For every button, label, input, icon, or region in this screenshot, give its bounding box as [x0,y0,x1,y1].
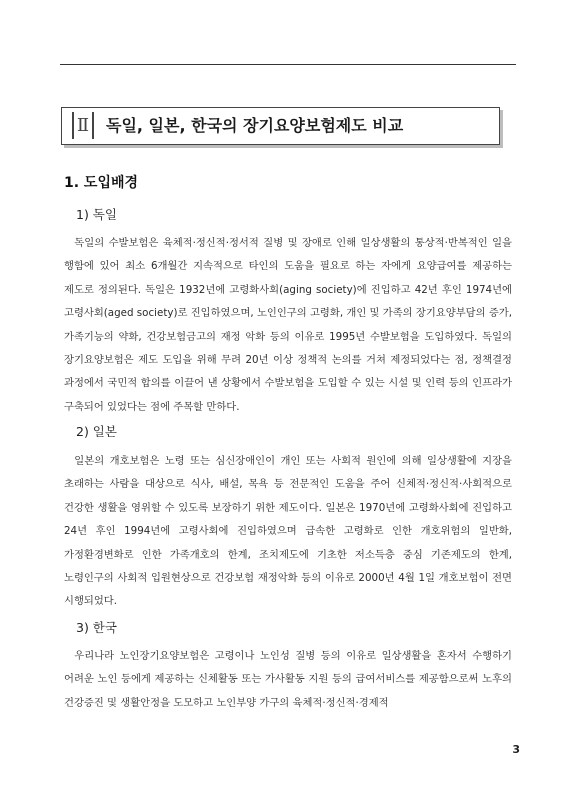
chapter-numeral: Ⅱ [72,112,94,139]
top-rule [60,64,516,65]
subsection-heading-japan: 2) 일본 [76,424,117,439]
chapter-header [61,107,500,145]
paragraph-germany: 독일의 수발보험은 육체적·정신적·정서적 질병 및 장애로 인해 일상생활의 통상적·반복적인 일을 행함에 있어 최소 6개월간 지속적으로 타인의 도움을 필요로 하는 자에게 요양급여를 제공하는 제도로 정의된다. 독일은 1932년에 고령화사회(aging society)에 진입하고 42년 후인 1974년에 고령사회(aged society)로 진입하였으며, 노인인구의 고령화, 개인 및 가족의 장기요양부담의 증가, 가족기능의 약화, 건강보험금고의 재정 악화 등의 이유로 1995년 수발보험을 도입하였다. 독일의 장기요양보험은 제도 도입을 위해 무려 20년 이상 정책적 논의를 거쳐 제정되었다는 점, 정책결정 과정에서 국민적 합의를 이끌어 낸 상황에서 수발보험을 도입할 수 있는 시설 및 인력 등의 인프라가 구축되어 있었다는 점에 주목할 만하다. [64,237,512,413]
subsection-heading-korea: 3) 한국 [76,620,117,635]
page-number: 3 [512,743,520,756]
paragraph-korea: 우리나라 노인장기요양보험은 고령이나 노인성 질병 등의 이유로 일상생활을 혼자서 수행하기 어려운 노인 등에게 제공하는 신체활동 또는 가사활동 지원 등의 급여서비스를 제공함으로써 노후의 건강증진 및 생활안정을 도모하고 노인부양 가구의 육체적·정신적·경제적 [64,650,512,709]
chapter-title: 독일, 일본, 한국의 장기요양보험제도 비교 [106,116,404,135]
paragraph-japan: 일본의 개호보험은 노령 또는 심신장애인이 개인 또는 사회적 원인에 의해 일상생활에 지장을 초래하는 사람을 대상으로 식사, 배설, 목욕 등 전문적인 도움을 주어 신체적·정신적·사회적으로 건강한 생활을 영위할 수 있도록 보장하기 위한 제도이다. 일본은 1970년에 고령화사회에 진입하고 24년 후인 1994년에 고령사회에 진입하였으며 급속한 고령화로 인한 개호위험의 일반화, 가정환경변화로 인한 가족개호의 한계, 조치제도에 기초한 저소득층 중심 기존제도의 한계, 노령인구의 사회적 입원현상으로 건강보험 재정악화 등의 이유로 2000년 4월 1일 개호보험이 전면 시행되었다. [64,455,512,608]
subsection-heading-germany: 1) 독일 [76,207,117,222]
section-heading: 1. 도입배경 [64,175,139,191]
